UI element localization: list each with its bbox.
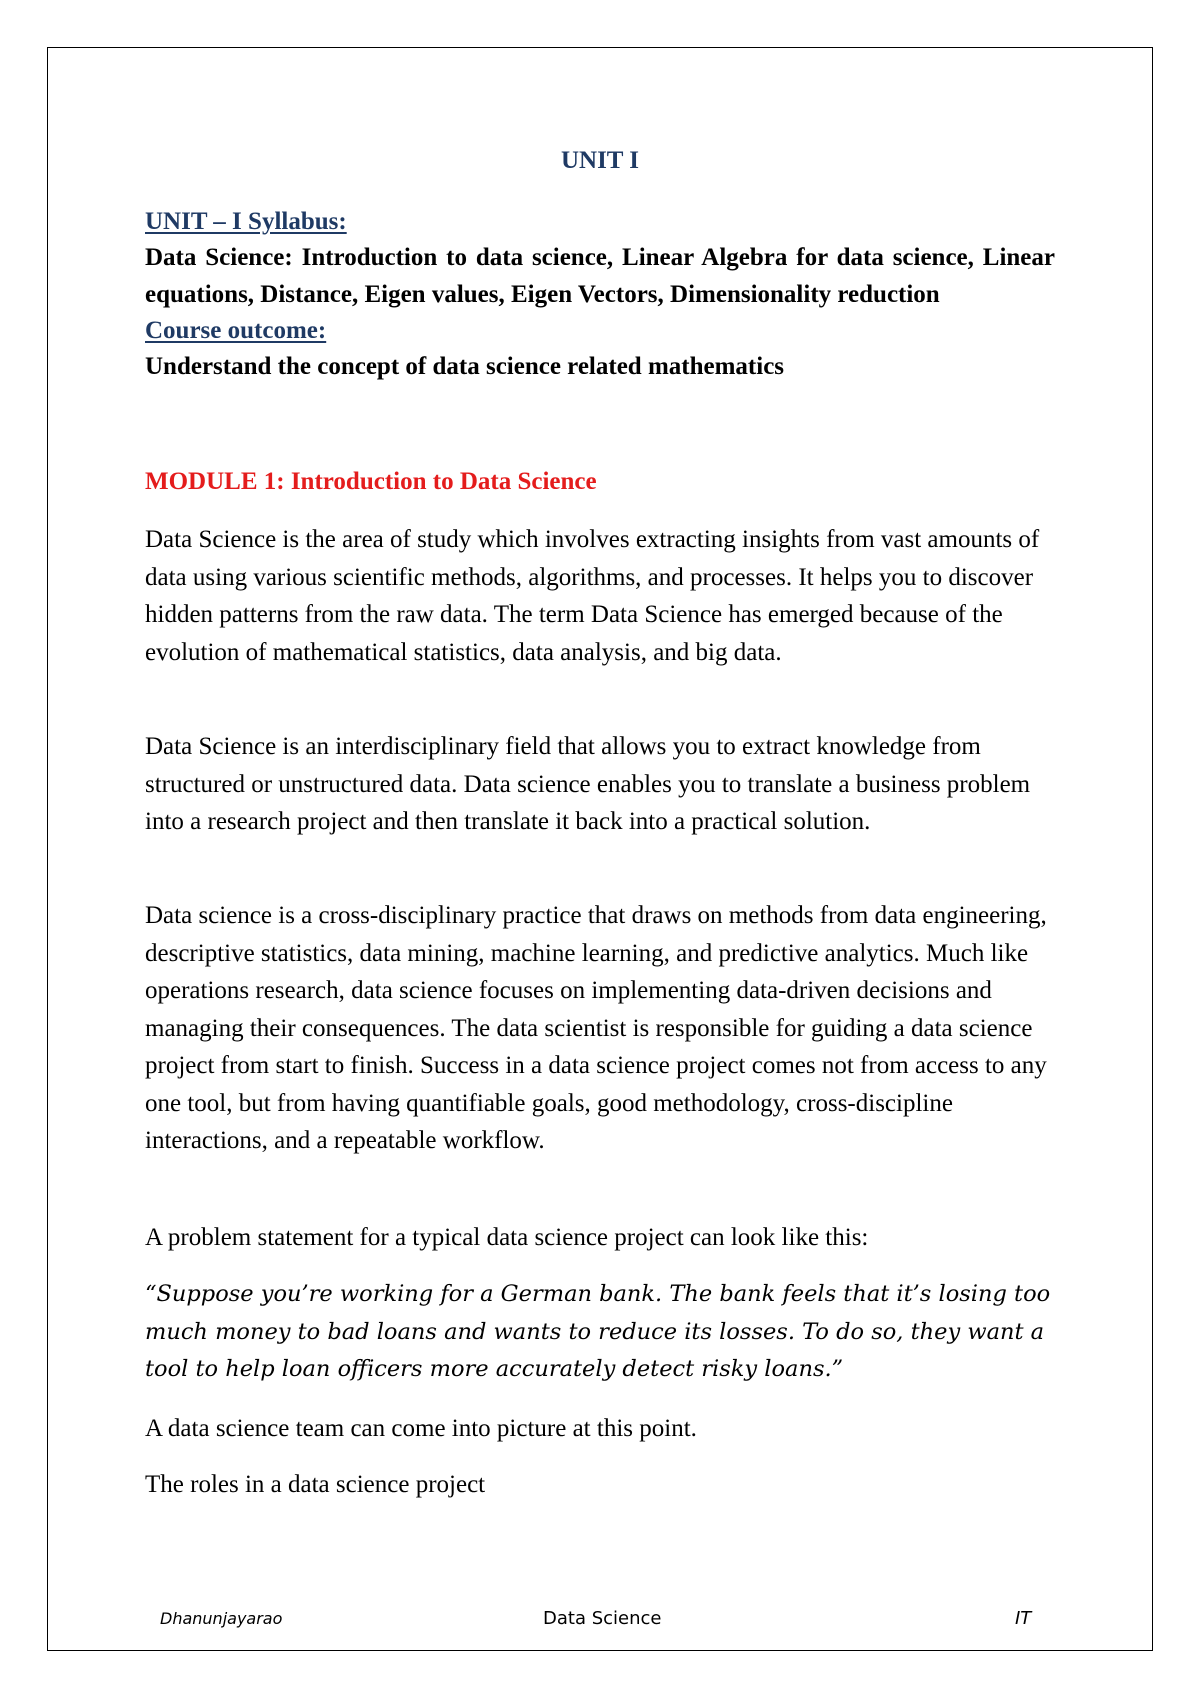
footer-subject: Data Science [543, 1608, 662, 1629]
syllabus-heading: UNIT – I Syllabus: [145, 208, 347, 235]
course-outcome-text: Understand the concept of data science related mathematics [145, 353, 785, 380]
syllabus-section [145, 204, 1055, 386]
paragraph-roles: The roles in a data science project [145, 1471, 486, 1498]
paragraph-definition: Data Science is the area of study which involves extracting insights from vast amounts of data using various scientific methods, algorithms, and processes. It helps you to discover hidden patterns from the raw data. The term Data Science has emerged because of the evolution of mathematical statistics, data analysis, and big data. [145, 526, 1040, 666]
paragraph-problem-statement-intro: A problem statement for a typical data science project can look like this: [145, 1224, 869, 1251]
paragraph-cross-disciplinary: Data science is a cross-disciplinary practice that draws on methods from data engineering, descriptive statistics, data mining, machine learning, and predictive analytics. Much like operations research, data science focuses on implementing data-driven decisions and managing their consequences. The data scientist is responsible for guiding a data science project from start to finish. Success in a data science project comes not from access to any one tool, but from having quantifiable goals, good methodology, cross-discipline interactions, and a repeatable workflow. [145, 902, 1047, 1154]
problem-statement-quote: “Suppose you’re working for a German bank. The bank feels that it’s losing too much money to bad loans and wants to reduce its losses. To do so, they want a tool to help loan officers more accurately detect risky loans.” [145, 1281, 1051, 1382]
paragraph-team: A data science team can come into picture at this point. [145, 1415, 697, 1442]
course-outcome-heading: Course outcome: [145, 317, 327, 344]
footer-department: IT [1015, 1608, 1032, 1629]
paragraph-interdisciplinary: Data Science is an interdisciplinary field that allows you to extract knowledge from structured or unstructured data. Data science enables you to translate a business problem into a research project and then translate it back into a practical solution. [145, 733, 1031, 835]
syllabus-text: Data Science: Introduction to data science, Linear Algebra for data science, Linear equations, Distance, Eigen values, Eigen Vectors, Dimensionality reduction [145, 244, 1055, 308]
footer-author: Dhanunjayarao [160, 1609, 283, 1628]
module-heading: MODULE 1: Introduction to Data Science [145, 468, 597, 495]
unit-title: UNIT I [560, 147, 640, 174]
